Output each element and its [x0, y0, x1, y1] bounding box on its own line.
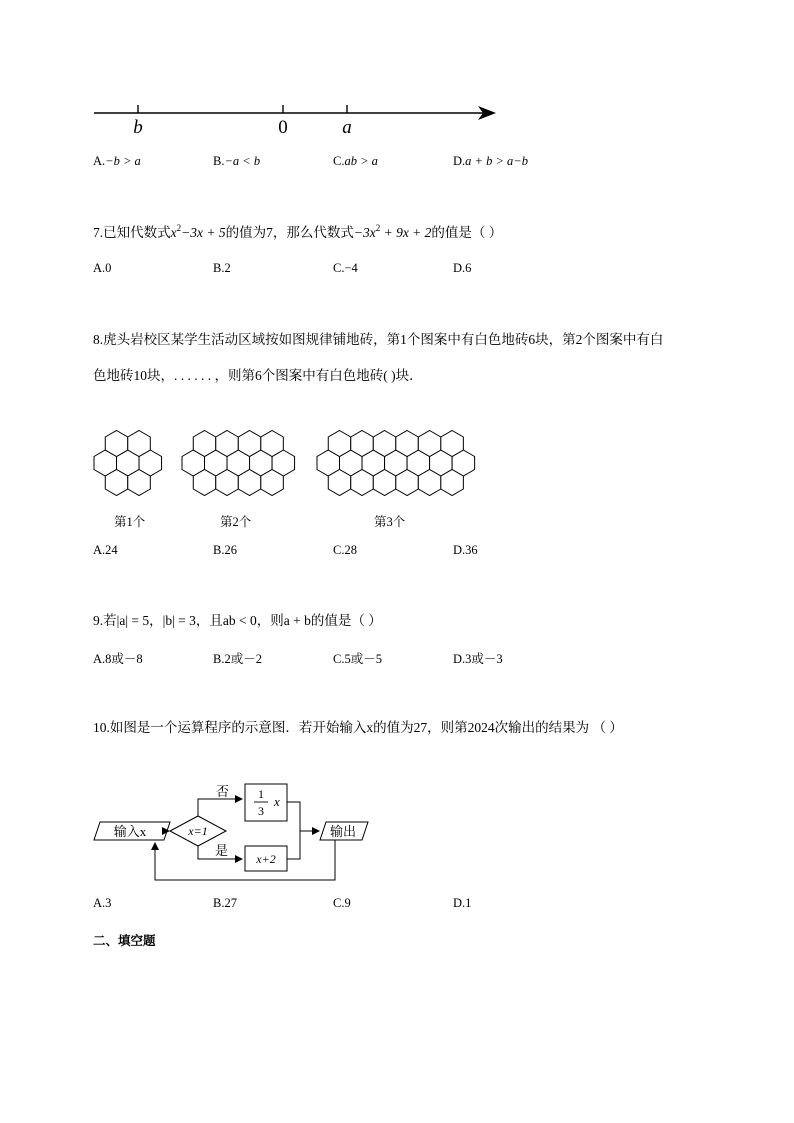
flow-no-label: 否	[216, 784, 230, 799]
numberline-label-b: b	[133, 117, 143, 138]
q9-option-b[interactable]: B.2或－2	[213, 652, 262, 666]
q8-option-a[interactable]: A.24	[93, 543, 118, 557]
q8-option-d[interactable]: D.36	[453, 543, 478, 557]
flow-box-x-plus-2	[245, 846, 287, 871]
q9-option-c[interactable]: C.5或－5	[333, 652, 382, 666]
section-heading-fill-in: 二、填空题	[93, 933, 156, 948]
svg-text:1: 1	[258, 787, 264, 801]
svg-text:x=1: x=1	[188, 824, 208, 838]
q7-option-d[interactable]: D.6	[453, 261, 472, 275]
svg-text:3: 3	[258, 804, 264, 818]
q7-option-a[interactable]: A.0	[93, 261, 112, 275]
number-line	[88, 98, 508, 142]
q8-option-b[interactable]: B.26	[213, 543, 237, 557]
q8-option-c[interactable]: C.28	[333, 543, 357, 557]
flow-output-node	[320, 822, 368, 840]
q6-option-a[interactable]: A.−b > a	[93, 154, 141, 168]
svg-text:x+2: x+2	[256, 852, 276, 866]
q9-question: 9.若|a| = 5，|b| = 3，且ab < 0，则a + b的值是（ ）	[93, 613, 382, 628]
svg-text:x: x	[274, 794, 280, 809]
q10-option-d[interactable]: D.1	[453, 896, 472, 910]
flowchart	[90, 775, 380, 885]
flow-yes-label: 是	[215, 843, 229, 858]
q10-option-a[interactable]: A.3	[93, 896, 112, 910]
flow-input-node	[94, 822, 170, 840]
q8-question-line2: 色地砖10块，. . . . . . ，则第6个图案中有白色地砖( )块．	[93, 368, 423, 383]
svg-text:输出: 输出	[329, 824, 357, 839]
hexagon-tile-patterns	[88, 420, 478, 506]
q6-option-b[interactable]: B.−a < b	[213, 154, 261, 168]
numberline-label-zero: 0	[278, 117, 288, 138]
q10-question: 10.如图是一个运算程序的示意图．若开始输入x的值为27，则第2024次输出的结果为 （ ）	[93, 720, 623, 735]
q10-option-b[interactable]: B.27	[213, 896, 237, 910]
q7-option-b[interactable]: B.2	[213, 261, 231, 275]
q9-option-a[interactable]: A.8或－8	[93, 652, 143, 666]
q8-question-line1: 8.虎头岩校区某学生活动区域按如图规律铺地砖，第1个图案中有白色地砖6块，第2个图案中有白	[93, 332, 664, 347]
flow-decision-node	[170, 816, 226, 846]
q9-option-d[interactable]: D.3或－3	[453, 652, 503, 666]
q6-option-c[interactable]: C.ab > a	[333, 154, 378, 168]
q7-question: 7.已知代数式$x^2-3x + 5$的值为7，那么代数式$-3x^2 + 9x + 2$的值是（ ）	[93, 223, 503, 240]
pattern-label-3: 第3个	[374, 515, 406, 529]
q10-option-c[interactable]: C.9	[333, 896, 351, 910]
q7-option-c[interactable]: C.−4	[333, 261, 358, 275]
q6-option-d[interactable]: D.a + b > a−b	[453, 154, 528, 168]
flow-box-one-third-x	[245, 784, 287, 821]
numberline-label-a: a	[342, 117, 352, 138]
svg-text:输入x: 输入x	[113, 824, 147, 839]
pattern-label-2: 第2个	[220, 515, 252, 529]
pattern-label-1: 第1个	[114, 515, 146, 529]
